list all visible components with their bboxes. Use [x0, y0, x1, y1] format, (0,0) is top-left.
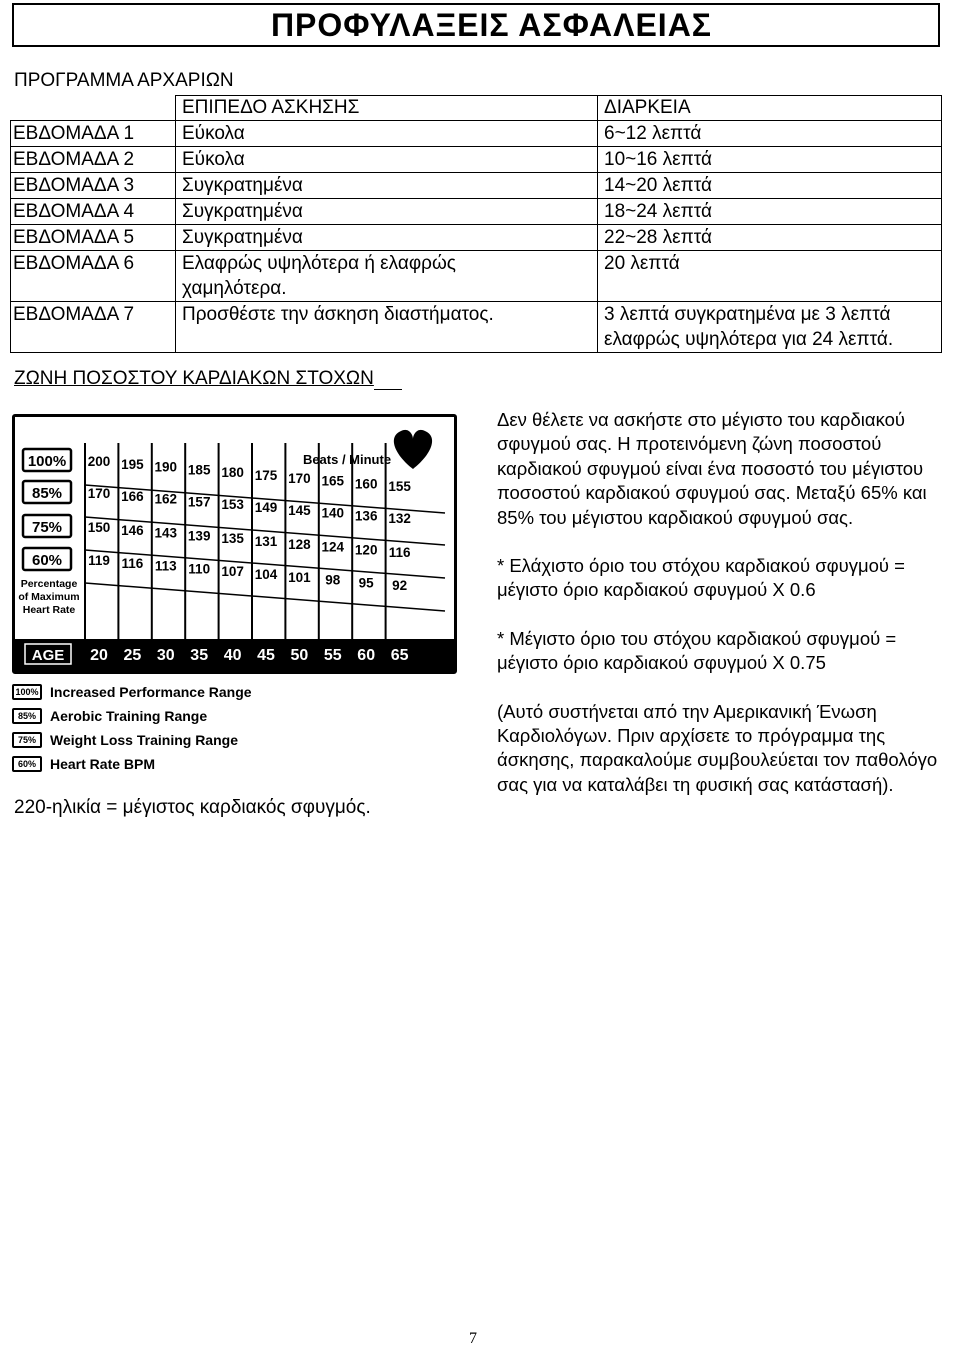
table-header-row	[11, 96, 942, 121]
cell-duration: 3 λεπτά συγκρατημένα με 3 λεπτά ελαφρώς υψηλότερα για 24 λεπτά.	[598, 302, 942, 353]
heart-rate-value: 113	[154, 558, 177, 574]
age-tick-label: 30	[156, 647, 175, 664]
heart-rate-table-svg	[15, 417, 454, 671]
legend-item	[12, 728, 312, 752]
heart-rate-value: 146	[121, 522, 144, 538]
age-tick-label: 45	[257, 647, 275, 664]
heart-rate-value: 132	[388, 511, 411, 527]
cell-level: Συγκρατημένα	[176, 225, 598, 251]
heart-rate-value: 107	[221, 564, 244, 580]
table-row	[11, 147, 942, 173]
heart-rate-value: 153	[221, 497, 244, 513]
cell-duration: 18~24 λεπτά	[598, 199, 942, 225]
legend-item	[12, 680, 312, 704]
chart-title: Beats / Minute	[302, 452, 392, 467]
table-row	[11, 199, 942, 225]
zone-explanation	[497, 408, 947, 797]
percent-label: 60%	[31, 552, 63, 569]
heart-rate-value: 120	[354, 542, 378, 558]
program-title: ΠΡΟΓΡΑΜΜΑ ΑΡΧΑΡΙΩΝ	[14, 70, 234, 91]
percent-label: 75%	[31, 519, 63, 536]
heart-rate-value: 124	[321, 539, 345, 555]
legend-badge: 60%	[12, 756, 42, 772]
heart-rate-value: 104	[254, 567, 278, 582]
legend-label: Weight Loss Training Range	[50, 732, 238, 748]
chart-legend	[12, 680, 312, 776]
legend-badge: 85%	[12, 708, 42, 724]
heart-rate-value: 98	[325, 572, 341, 588]
legend-label: Heart Rate BPM	[50, 756, 156, 772]
age-tick-label: 50	[290, 647, 309, 664]
cell-duration: 14~20 λεπτά	[598, 173, 942, 199]
heart-rate-value: 190	[154, 459, 178, 475]
cell-week: ΕΒΔΟΜΑΔΑ 1	[11, 121, 176, 147]
zone-paragraph-1: Δεν θέλετε να ασκήστε στο μέγιστο του καρδιακού σφυγμού σας. Η προτεινόμενη ζώνη ποσοστού καρδιακού σφυγμού είναι ένα ποσοστό του μέγιστου ποσοστού καρδιακού σφυγμού σας. Μεταξύ 65% και 85% του μέγιστου καρδιακού σφυγμού σας.	[497, 409, 927, 528]
age-tick-label: 40	[223, 647, 242, 664]
cell-duration: 6~12 λεπτά	[598, 121, 942, 147]
legend-badge: 100%	[12, 684, 42, 700]
heart-rate-value: 116	[388, 545, 411, 561]
age-tick-label: 20	[90, 647, 108, 664]
heart-rate-value: 116	[121, 555, 144, 571]
heart-rate-value: 162	[154, 491, 178, 507]
heart-rate-value: 135	[221, 531, 244, 547]
y-axis-label-line: Heart Rate	[22, 604, 76, 616]
percent-label: 100%	[27, 453, 67, 470]
heart-rate-value: 140	[321, 505, 345, 521]
cell-level: Ελαφρώς υψηλότερα ή ελαφρώς χαμηλότερα.	[176, 251, 598, 302]
heart-rate-value: 110	[188, 561, 211, 577]
heart-rate-value: 145	[288, 502, 311, 518]
heart-rate-value: 170	[288, 470, 311, 486]
legend-item	[12, 752, 312, 776]
table-row	[11, 302, 942, 353]
heart-rate-value: 155	[388, 479, 411, 495]
table-row	[11, 251, 942, 302]
zone-paragraph-2: * Ελάχιστο όριο του στόχου καρδιακού σφυγμού = μέγιστο όριο καρδιακού σφυγμού Χ 0.6	[497, 555, 905, 601]
cell-week: ΕΒΔΟΜΑΔΑ 2	[11, 147, 176, 173]
row-divider	[85, 583, 445, 611]
cell-level: Εύκολα	[176, 121, 598, 147]
table-row	[11, 225, 942, 251]
heart-icon	[394, 430, 432, 469]
legend-label: Increased Performance Range	[50, 684, 252, 700]
zone-paragraph-4: (Αυτό συστήνεται από την Αμερικανική Ένωση Καρδιολόγων. Πριν αρχίσετε το πρόγραμμα της άσκησης, παρακαλούμε συμβουλεύεται τον παθολόγο σας για να καταλάβει τη φυσική σας κατάστασή).	[497, 700, 938, 795]
max-heart-rate-formula: 220-ηλικία = μέγιστος καρδιακός σφυγμός.	[14, 797, 371, 818]
legend-label: Aerobic Training Range	[50, 708, 208, 724]
beginner-program-table	[10, 95, 942, 353]
cell-week: ΕΒΔΟΜΑΔΑ 6	[11, 251, 176, 302]
page-header	[12, 3, 940, 47]
heart-rate-value: 95	[358, 575, 374, 591]
heart-rate-value: 101	[288, 569, 311, 585]
zone-paragraph-3: * Μέγιστο όριο του στόχου καρδιακού σφυγμού = μέγιστο όριο καρδιακού σφυγμού Χ 0.75	[497, 627, 897, 674]
age-tick-label: 60	[357, 647, 376, 664]
heart-rate-value: 150	[87, 520, 111, 535]
table-row	[11, 121, 942, 147]
cell-duration: 10~16 λεπτά	[598, 147, 942, 173]
heart-rate-chart	[12, 414, 457, 674]
legend-item	[12, 704, 312, 728]
y-axis-label-line: Percentage	[20, 578, 78, 590]
heart-rate-value: 131	[254, 534, 278, 549]
heart-rate-value: 128	[288, 536, 311, 552]
age-tick-label: 25	[123, 647, 142, 664]
header-level: ΕΠΙΠΕΔΟ ΑΣΚΗΣΗΣ	[176, 96, 598, 121]
page-title: ΠΡΟΦΥΛΑΞΕΙΣ ΑΣΦΑΛΕΙΑΣ	[270, 7, 712, 43]
cell-duration: 20 λεπτά	[598, 251, 942, 302]
heart-rate-value: 92	[392, 578, 408, 594]
percent-label: 85%	[31, 485, 63, 502]
cell-week: ΕΒΔΟΜΑΔΑ 3	[11, 173, 176, 199]
heart-rate-value: 170	[87, 486, 111, 501]
header-week	[11, 96, 176, 121]
table-row	[11, 173, 942, 199]
heart-rate-value: 119	[88, 553, 110, 568]
legend-badge: 75%	[12, 732, 42, 748]
heart-rate-value: 166	[121, 488, 144, 504]
heart-rate-value: 139	[187, 528, 211, 544]
cell-level: Προσθέστε την άσκηση διαστήματος.	[176, 302, 598, 353]
cell-week: ΕΒΔΟΜΑΔΑ 5	[11, 225, 176, 251]
heart-rate-value: 160	[354, 476, 378, 492]
cell-week: ΕΒΔΟΜΑΔΑ 7	[11, 302, 176, 353]
cell-level: Συγκρατημένα	[176, 173, 598, 199]
age-tick-label: 55	[323, 647, 342, 664]
cell-week: ΕΒΔΟΜΑΔΑ 4	[11, 199, 176, 225]
heart-rate-value: 200	[87, 454, 111, 469]
heart-rate-value: 143	[154, 525, 178, 541]
zone-title: ΖΩΝΗ ΠΟΣΟΣΤΟΥ ΚΑΡΔΙΑΚΩΝ ΣΤΟΧΩΝ	[14, 368, 402, 390]
heart-rate-value: 175	[254, 468, 278, 483]
y-axis-label-line: of Maximum	[18, 591, 80, 603]
page-number: 7	[469, 1330, 477, 1347]
age-tick-label: 35	[190, 647, 209, 664]
age-tick-label: 65	[390, 647, 409, 664]
cell-level: Εύκολα	[176, 147, 598, 173]
cell-duration: 22~28 λεπτά	[598, 225, 942, 251]
heart-rate-value: 180	[221, 465, 244, 481]
heart-rate-value: 185	[187, 462, 211, 478]
heart-rate-value: 195	[121, 456, 144, 472]
header-duration: ΔΙΑΡΚΕΙΑ	[598, 96, 942, 121]
cell-level: Συγκρατημένα	[176, 199, 598, 225]
heart-rate-value: 149	[254, 500, 278, 515]
heart-rate-value: 157	[187, 494, 211, 510]
heart-rate-value: 136	[354, 508, 378, 524]
x-axis-label: AGE	[31, 647, 65, 664]
heart-rate-value: 165	[321, 473, 345, 489]
